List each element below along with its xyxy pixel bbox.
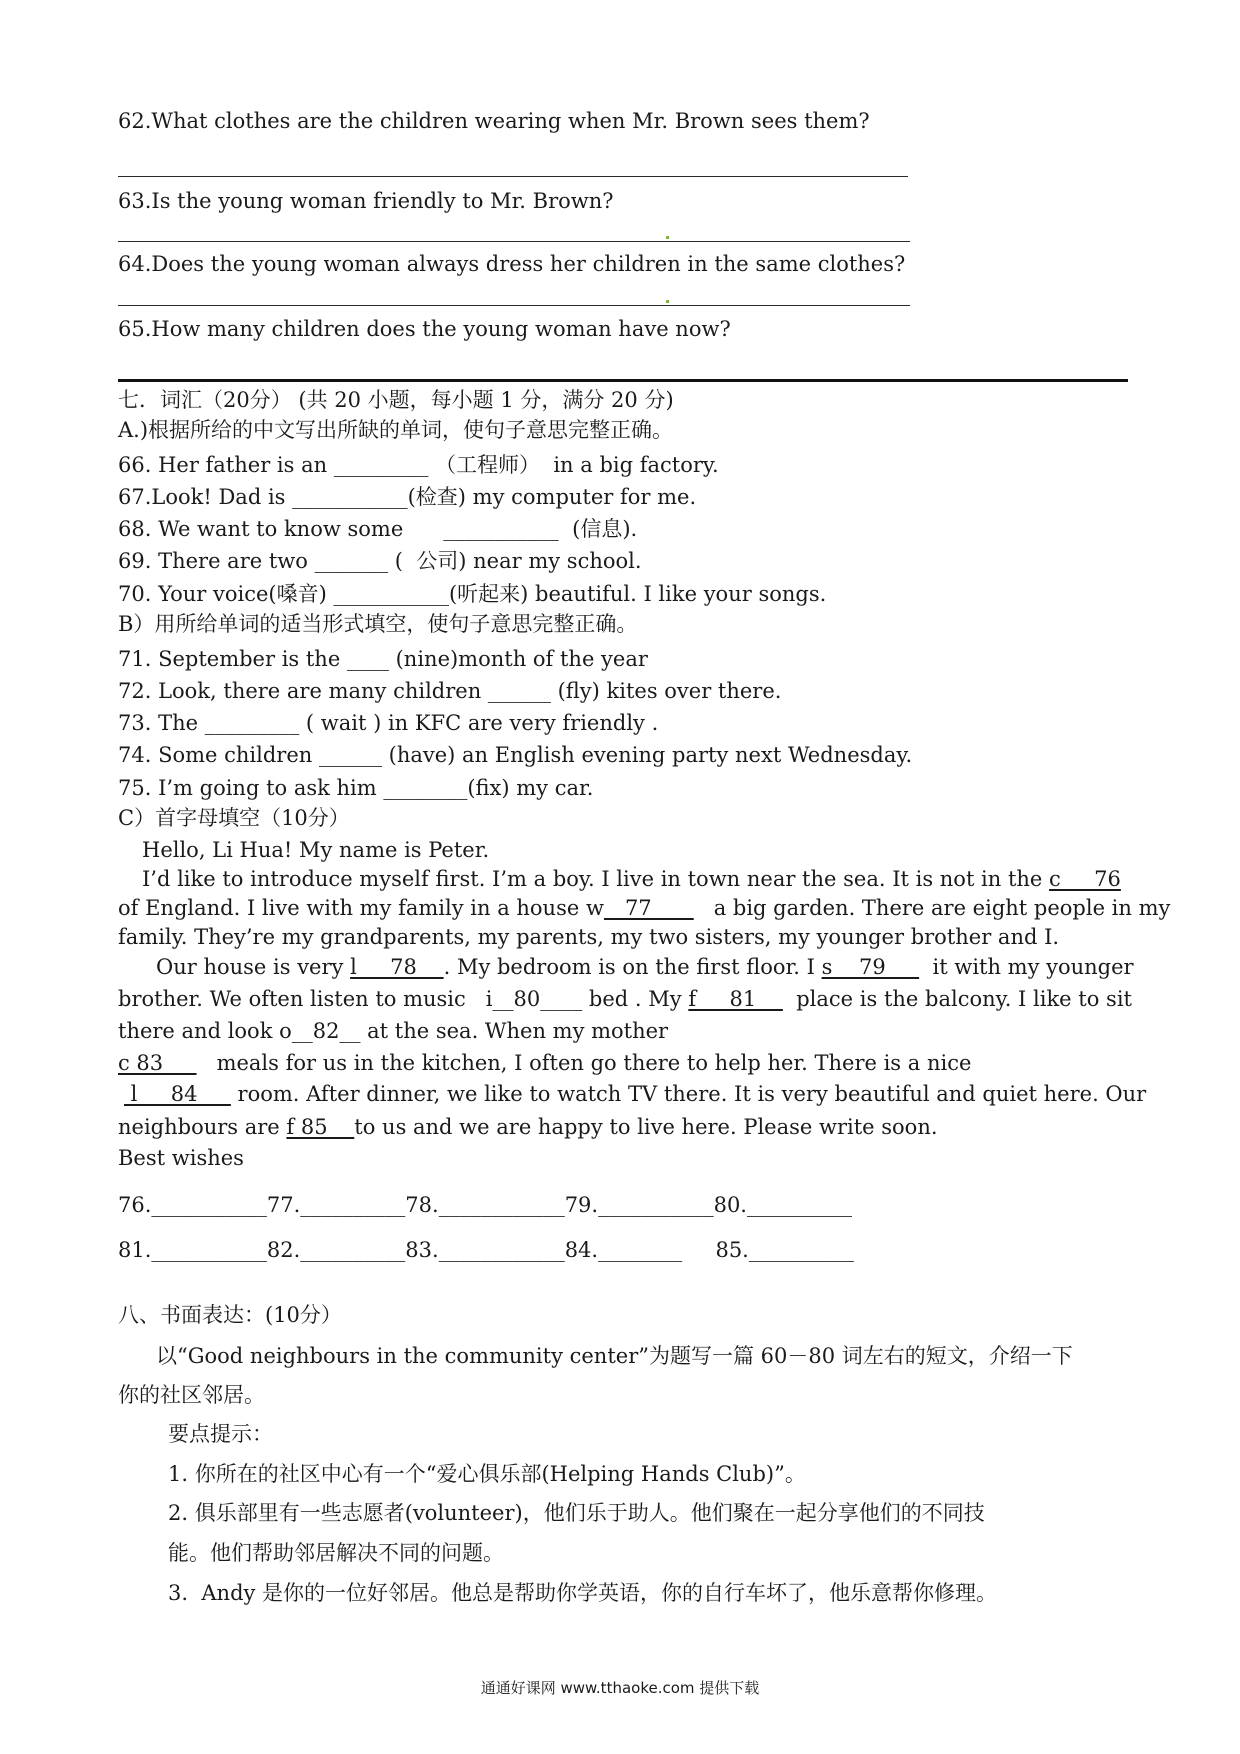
section-8-title: 八、书面表达：(10分） xyxy=(118,1303,342,1327)
passage-text: brother. We often listen to music i__80____ bed . My xyxy=(118,987,689,1011)
question-75: 75. I’m going to ask him ________(fix) my car. xyxy=(118,776,594,800)
blank-84[interactable]: l 84 xyxy=(124,1082,231,1106)
blank-78[interactable]: l 78 xyxy=(350,955,444,979)
answer-row-2[interactable]: 81.___________82.__________83.____________84.________ 85.__________ xyxy=(118,1238,854,1262)
question-66: 66. Her father is an _________ （工程师） in a big factory. xyxy=(118,453,719,477)
passage-closing: Best wishes xyxy=(118,1146,244,1170)
question-74: 74. Some children ______ (have) an English evening party next Wednesday. xyxy=(118,743,913,767)
part-a-instruction: A.)根据所给的中文写出所缺的单词，使句子意思完整正确。 xyxy=(118,418,674,442)
question-63: 63.Is the young woman friendly to Mr. Brown? xyxy=(118,189,614,213)
passage-text: meals for us in the kitchen, I often go there to help her. There is a nice xyxy=(196,1051,972,1075)
passage-line-3: family. They’re my grandparents, my parents, my two sisters, my younger brother and I. xyxy=(118,925,1060,949)
blank-81[interactable]: f 81 xyxy=(688,987,783,1011)
question-73: 73. The _________ ( wait ) in KFC are very friendly . xyxy=(118,711,659,735)
passage-text: . My bedroom is on the first floor. I xyxy=(443,955,822,979)
hint-2-line-2: 能。他们帮助邻居解决不同的问题。 xyxy=(168,1541,504,1565)
passage-text: to us and we are happy to live here. Please write soon. xyxy=(354,1115,938,1139)
section-7-title: 七．词汇（20分） (共 20 小题，每小题 1 分，满分 20 分) xyxy=(118,388,674,412)
passage-text: a big garden. There are eight people in my xyxy=(693,896,1171,920)
passage-line-9 xyxy=(118,1114,938,1140)
question-65: 65.How many children does the young woman have now? xyxy=(118,317,731,341)
question-68: 68. We want to know some ___________ (信息). xyxy=(118,517,638,541)
part-b-instruction: B）用所给单词的适当形式填空，使句子意思完整正确。 xyxy=(118,612,638,636)
passage-greeting: Hello, Li Hua! My name is Peter. xyxy=(142,838,490,862)
blank-85[interactable]: f 85 xyxy=(286,1115,355,1139)
passage-line-4 xyxy=(156,954,1134,980)
section-divider xyxy=(118,379,1128,382)
green-dot-mark xyxy=(666,300,669,303)
passage-text: of England. I live with my family in a house w xyxy=(118,896,604,920)
question-67: 67.Look! Dad is ___________(检查) my computer for me. xyxy=(118,485,697,509)
question-62: 62.What clothes are the children wearing when Mr. Brown sees them? xyxy=(118,109,870,133)
writing-prompt-line-1: 以“Good neighbours in the community center”为题写一篇 60－80 词左右的短文，介绍一下 xyxy=(156,1344,1073,1368)
passage-text: Our house is very xyxy=(156,955,351,979)
passage-line-8 xyxy=(124,1081,1146,1107)
hint-1: 1. 你所在的社区中心有一个“爱心俱乐部(Helping Hands Club)”。 xyxy=(168,1462,806,1486)
passage-text: neighbours are xyxy=(118,1115,287,1139)
answer-row-1[interactable]: 76.___________77.__________78.____________79.___________80.__________ xyxy=(118,1193,852,1217)
blank-77[interactable]: __77____ xyxy=(603,896,694,920)
question-64: 64.Does the young woman always dress her children in the same clothes? xyxy=(118,252,906,276)
answer-line-63[interactable] xyxy=(118,241,910,242)
passage-line-6: there and look o__82__ at the sea. When my mother xyxy=(118,1019,669,1043)
hint-3: 3. Andy 是你的一位好邻居。他总是帮助你学英语，你的自行车坏了，他乐意帮你修理。 xyxy=(168,1581,998,1605)
question-70: 70. Your voice(嗓音) ___________(听起来) beautiful. I like your songs. xyxy=(118,582,827,606)
answer-line-64[interactable] xyxy=(118,305,910,306)
passage-line-7 xyxy=(118,1050,971,1076)
footer-credit: 通通好课网 www.tthaoke.com 提供下载 xyxy=(480,1679,760,1697)
passage-line-1 xyxy=(142,866,1121,892)
writing-prompt-line-2: 你的社区邻居。 xyxy=(118,1383,265,1407)
blank-79[interactable]: s 79 xyxy=(821,955,920,979)
passage-text: place is the balcony. I like to sit xyxy=(782,987,1132,1011)
question-72: 72. Look, there are many children ______ (fly) kites over there. xyxy=(118,679,782,703)
passage-line-5 xyxy=(118,986,1132,1012)
question-71: 71. September is the ____ (nine)month of the year xyxy=(118,647,648,671)
hint-2-line-1: 2. 俱乐部里有一些志愿者(volunteer)，他们乐于助人。他们聚在一起分享他们的不同技 xyxy=(168,1501,985,1525)
hints-label: 要点提示： xyxy=(168,1422,273,1446)
part-c-instruction: C）首字母填空（10分） xyxy=(118,806,350,830)
passage-text: it with my younger xyxy=(919,955,1134,979)
answer-line-62[interactable] xyxy=(118,176,908,177)
passage-text: I’d like to introduce myself first. I’m a boy. I live in town near the sea. It is not in the xyxy=(142,867,1050,891)
question-69: 69. There are two _______ ( 公司) near my school. xyxy=(118,549,642,573)
passage-text: room. After dinner, we like to watch TV there. It is very beautiful and quiet here. Our xyxy=(230,1082,1147,1106)
blank-83[interactable]: c 83 xyxy=(118,1051,197,1075)
green-dot-mark xyxy=(666,236,669,239)
blank-76[interactable]: c 76 xyxy=(1049,867,1121,891)
passage-line-2 xyxy=(118,895,1170,921)
